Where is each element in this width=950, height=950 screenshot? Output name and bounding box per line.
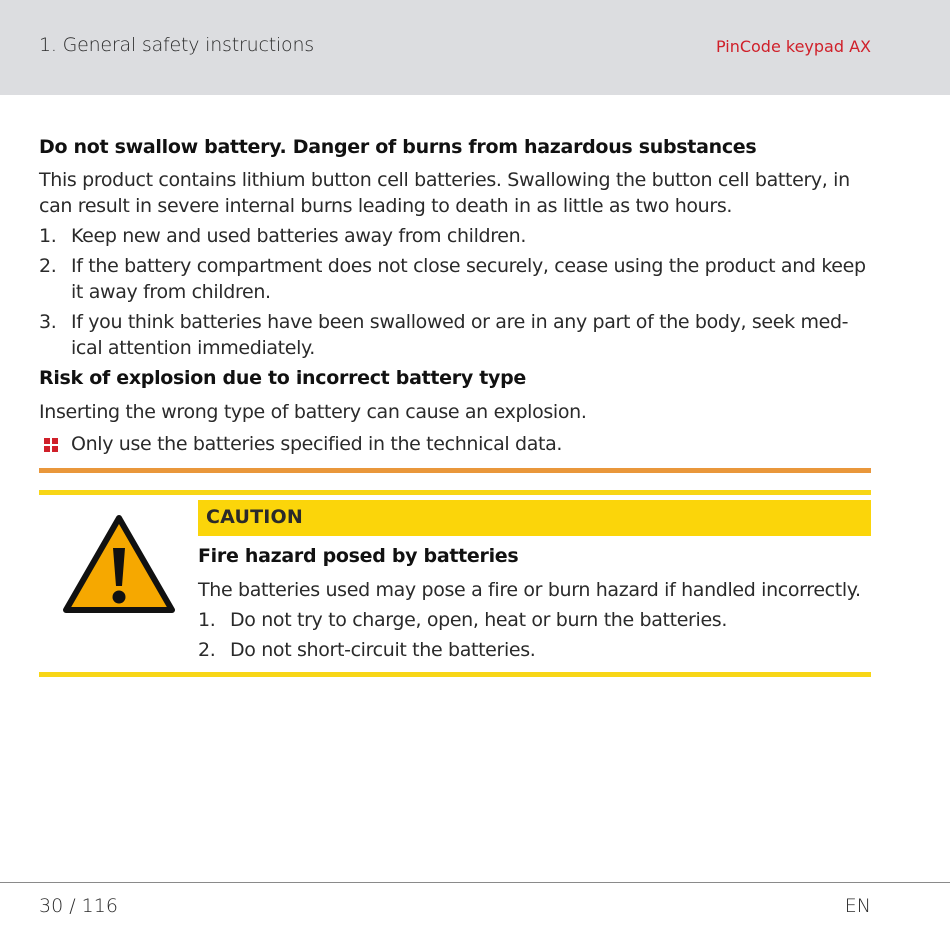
swallow-warning-intro: This product contains lithium button cell batteries. Swallowing the button cell battery, in can result in severe internal burns leading to death in as little as two hours. <box>39 169 850 217</box>
fire-hazard-list <box>198 607 871 663</box>
bullet-squares-icon <box>44 438 58 452</box>
explosion-warning-intro: Inserting the wrong type of battery can cause an explosion. <box>39 401 587 423</box>
main-content <box>39 134 871 457</box>
swallow-instructions-list <box>39 223 871 361</box>
page-number: 30 / 116 <box>39 895 118 917</box>
list-item <box>198 637 871 663</box>
list-number: 2. <box>39 255 57 277</box>
list-number: 1. <box>198 609 216 631</box>
list-number: 2. <box>198 639 216 661</box>
explosion-warning-heading: Risk of explosion due to incorrect battery type <box>39 367 526 389</box>
list-item <box>39 253 871 305</box>
swallow-warning-heading: Do not swallow battery. Danger of burns from hazardous substances <box>39 136 757 158</box>
section-divider <box>39 468 871 473</box>
list-item <box>198 607 871 633</box>
bullet-text: Only use the batteries specified in the technical data. <box>71 433 563 455</box>
caution-content <box>198 543 871 667</box>
caution-box-bottom-rule <box>39 672 871 677</box>
section-title: 1. General safety instructions <box>39 34 315 56</box>
list-number: 1. <box>39 225 57 247</box>
list-number: 3. <box>39 311 57 333</box>
fire-hazard-heading: Fire hazard posed by batteries <box>198 545 519 567</box>
warning-triangle-icon <box>62 514 176 614</box>
list-text: Do not try to charge, open, heat or burn the batteries. <box>230 609 728 631</box>
bullet-item <box>39 431 871 457</box>
list-text: If you think batteries have been swallowed or are in any part of the body, seek med-ical attention immediately. <box>71 311 849 359</box>
product-name: PinCode keypad AX <box>715 37 871 56</box>
list-text: Keep new and used batteries away from children. <box>71 225 527 247</box>
caution-banner <box>198 500 871 536</box>
footer-divider <box>0 882 950 883</box>
list-item <box>39 223 871 249</box>
list-item <box>39 309 871 361</box>
caution-box-top-rule <box>39 490 871 495</box>
fire-hazard-intro: The batteries used may pose a fire or burn hazard if handled incorrectly. <box>198 579 861 601</box>
caution-label: CAUTION <box>206 506 303 528</box>
language-code: EN <box>844 895 871 917</box>
list-text: If the battery compartment does not close securely, cease using the product and keep it away from children. <box>71 255 866 303</box>
page-header <box>0 0 950 95</box>
list-text: Do not short-circuit the batteries. <box>230 639 536 661</box>
